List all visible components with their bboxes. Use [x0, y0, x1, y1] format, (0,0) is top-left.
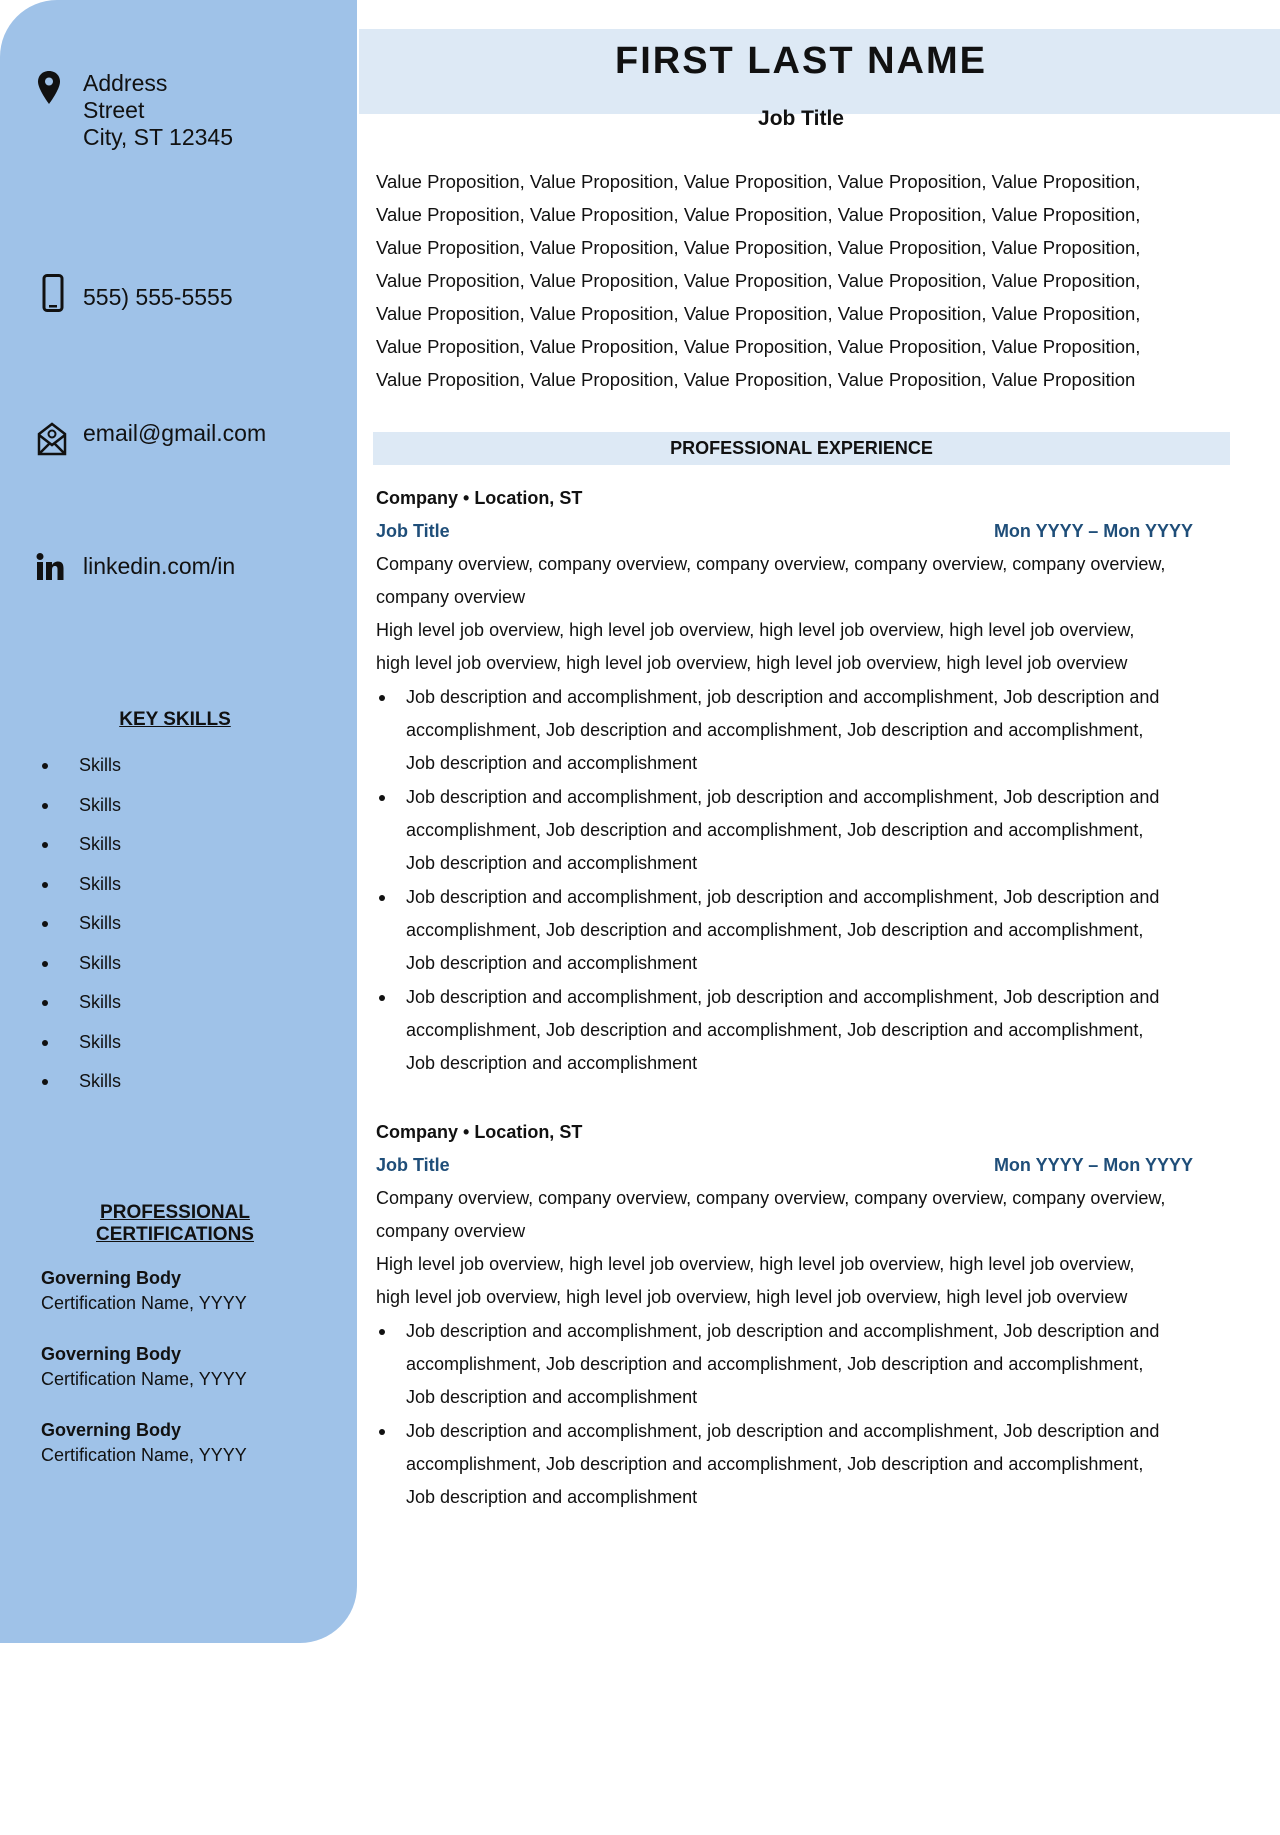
skill-item: Skills [39, 831, 121, 871]
governing-body: Governing Body [41, 1344, 182, 1364]
email-envelope-icon [36, 420, 68, 460]
value-proposition-line: Value Proposition, Value Proposition, Value Proposition, Value Proposition, Value Proposition, [376, 270, 1141, 291]
accomplishment-item [376, 981, 1236, 1080]
bullet-line: accomplishment, Job description and accomplishment, Job description and accomplishment, [406, 1020, 1144, 1040]
bullet-line: Job description and accomplishment [406, 1487, 698, 1507]
sidebar [0, 0, 357, 1643]
company-location: Company • Location, ST [376, 1122, 583, 1142]
value-proposition-line: Value Proposition, Value Proposition, Value Proposition, Value Proposition, Value Proposition, [376, 303, 1141, 324]
bullet-line: Job description and accomplishment, job description and accomplishment, Job description and [406, 987, 1160, 1007]
certification-item [41, 1266, 247, 1316]
value-proposition-line: Value Proposition, Value Proposition, Value Proposition, Value Proposition, Value Proposition, [376, 204, 1141, 225]
bullet-line: Job description and accomplishment [406, 953, 698, 973]
certification-name: Certification Name, YYYY [41, 1445, 247, 1465]
bullet-line: Job description and accomplishment, job description and accomplishment, Job description and [406, 1321, 1160, 1341]
skill-item: Skills [39, 871, 121, 911]
job-role: Job Title [376, 1155, 450, 1175]
phone-text[interactable]: 555) 555-5555 [83, 284, 233, 310]
address-line-3: City, ST 12345 [83, 124, 234, 150]
job-dates: Mon YYYY – Mon YYYY [993, 521, 1193, 541]
bullet-line: Job description and accomplishment [406, 1387, 698, 1407]
bullet-line: Job description and accomplishment [406, 753, 698, 773]
company-location: Company • Location, ST [376, 488, 583, 508]
accomplishment-item [376, 881, 1236, 981]
certifications-title [0, 1202, 350, 1246]
skill-item: Skills [39, 1068, 121, 1108]
value-proposition [376, 165, 1236, 396]
certification-name: Certification Name, YYYY [41, 1369, 247, 1389]
accomplishment-list [376, 1315, 1236, 1514]
skill-item: Skills [39, 950, 121, 990]
governing-body: Governing Body [41, 1420, 182, 1440]
bullet-line: accomplishment, Job description and accomplishment, Job description and accomplishment, [406, 820, 1144, 840]
address-line-1: Address [83, 70, 168, 96]
company-overview: company overview [376, 1221, 526, 1241]
skill-item: Skills [39, 1029, 121, 1069]
job-overview: High level job overview, high level job overview, high level job overview, high level job overview, [376, 1254, 1135, 1274]
skills-list [39, 752, 121, 1108]
bullet-line: Job description and accomplishment, job description and accomplishment, Job description and [406, 787, 1160, 807]
skill-item: Skills [39, 910, 121, 950]
bullet-line: Job description and accomplishment [406, 853, 698, 873]
certification-name: Certification Name, YYYY [41, 1293, 247, 1313]
job-overview: High level job overview, high level job overview, high level job overview, high level job overview, [376, 620, 1135, 640]
job-role: Job Title [376, 521, 450, 541]
professional-experience-title: PROFESSIONAL EXPERIENCE [373, 432, 1230, 465]
mobile-phone-icon [42, 274, 74, 314]
address-line-2: Street [83, 97, 145, 123]
company-overview: company overview [376, 587, 526, 607]
linkedin-icon [36, 553, 68, 593]
bullet-line: accomplishment, Job description and accomplishment, Job description and accomplishment, [406, 920, 1144, 940]
header-job-title: Job Title [758, 107, 844, 130]
bullet-line: accomplishment, Job description and accomplishment, Job description and accomplishment, [406, 1454, 1144, 1474]
value-proposition-line: Value Proposition, Value Proposition, Value Proposition, Value Proposition, Value Proposition [376, 369, 1136, 390]
address-text [83, 70, 233, 151]
role-line [376, 1149, 1236, 1182]
location-pin-icon [36, 70, 68, 110]
accomplishment-item [376, 1415, 1236, 1514]
certification-item [41, 1418, 247, 1468]
accomplishment-item [376, 1315, 1236, 1415]
job-entry [376, 482, 1236, 1080]
governing-body: Governing Body [41, 1268, 182, 1288]
bullet-line: accomplishment, Job description and accomplishment, Job description and accomplishment, [406, 1354, 1144, 1374]
bullet-line: Job description and accomplishment [406, 1053, 698, 1073]
accomplishment-item [376, 681, 1236, 781]
skill-item: Skills [39, 792, 121, 832]
bullet-line: Job description and accomplishment, job description and accomplishment, Job description and [406, 687, 1160, 707]
value-proposition-line: Value Proposition, Value Proposition, Value Proposition, Value Proposition, Value Proposition, [376, 171, 1141, 192]
value-proposition-line: Value Proposition, Value Proposition, Value Proposition, Value Proposition, Value Proposition, [376, 237, 1141, 258]
company-overview: Company overview, company overview, company overview, company overview, company overview, [376, 1188, 1166, 1208]
bullet-line: accomplishment, Job description and accomplishment, Job description and accomplishment, [406, 720, 1144, 740]
accomplishment-list [376, 681, 1236, 1080]
email-text[interactable]: email@gmail.com [83, 420, 267, 446]
job-overview: high level job overview, high level job overview, high level job overview, high level job overview [376, 1287, 1128, 1307]
linkedin-text[interactable]: linkedin.com/in [83, 553, 236, 579]
role-line [376, 515, 1236, 548]
company-overview: Company overview, company overview, company overview, company overview, company overview, [376, 554, 1166, 574]
job-entry [376, 1116, 1236, 1514]
full-name: FIRST LAST NAME [615, 40, 987, 82]
skill-item: Skills [39, 989, 121, 1029]
key-skills-title: KEY SKILLS [119, 709, 231, 730]
certifications-title-line-2: CERTIFICATIONS [96, 1224, 254, 1245]
value-proposition-line: Value Proposition, Value Proposition, Value Proposition, Value Proposition, Value Proposition, [376, 336, 1141, 357]
skill-item: Skills [39, 752, 121, 792]
job-dates: Mon YYYY – Mon YYYY [993, 1155, 1193, 1175]
bullet-line: Job description and accomplishment, job description and accomplishment, Job description and [406, 1421, 1160, 1441]
certification-item [41, 1342, 247, 1392]
certifications-title-line-1: PROFESSIONAL [100, 1202, 250, 1223]
job-overview: high level job overview, high level job overview, high level job overview, high level job overview [376, 653, 1128, 673]
accomplishment-item [376, 781, 1236, 881]
bullet-line: Job description and accomplishment, job description and accomplishment, Job description and [406, 887, 1160, 907]
